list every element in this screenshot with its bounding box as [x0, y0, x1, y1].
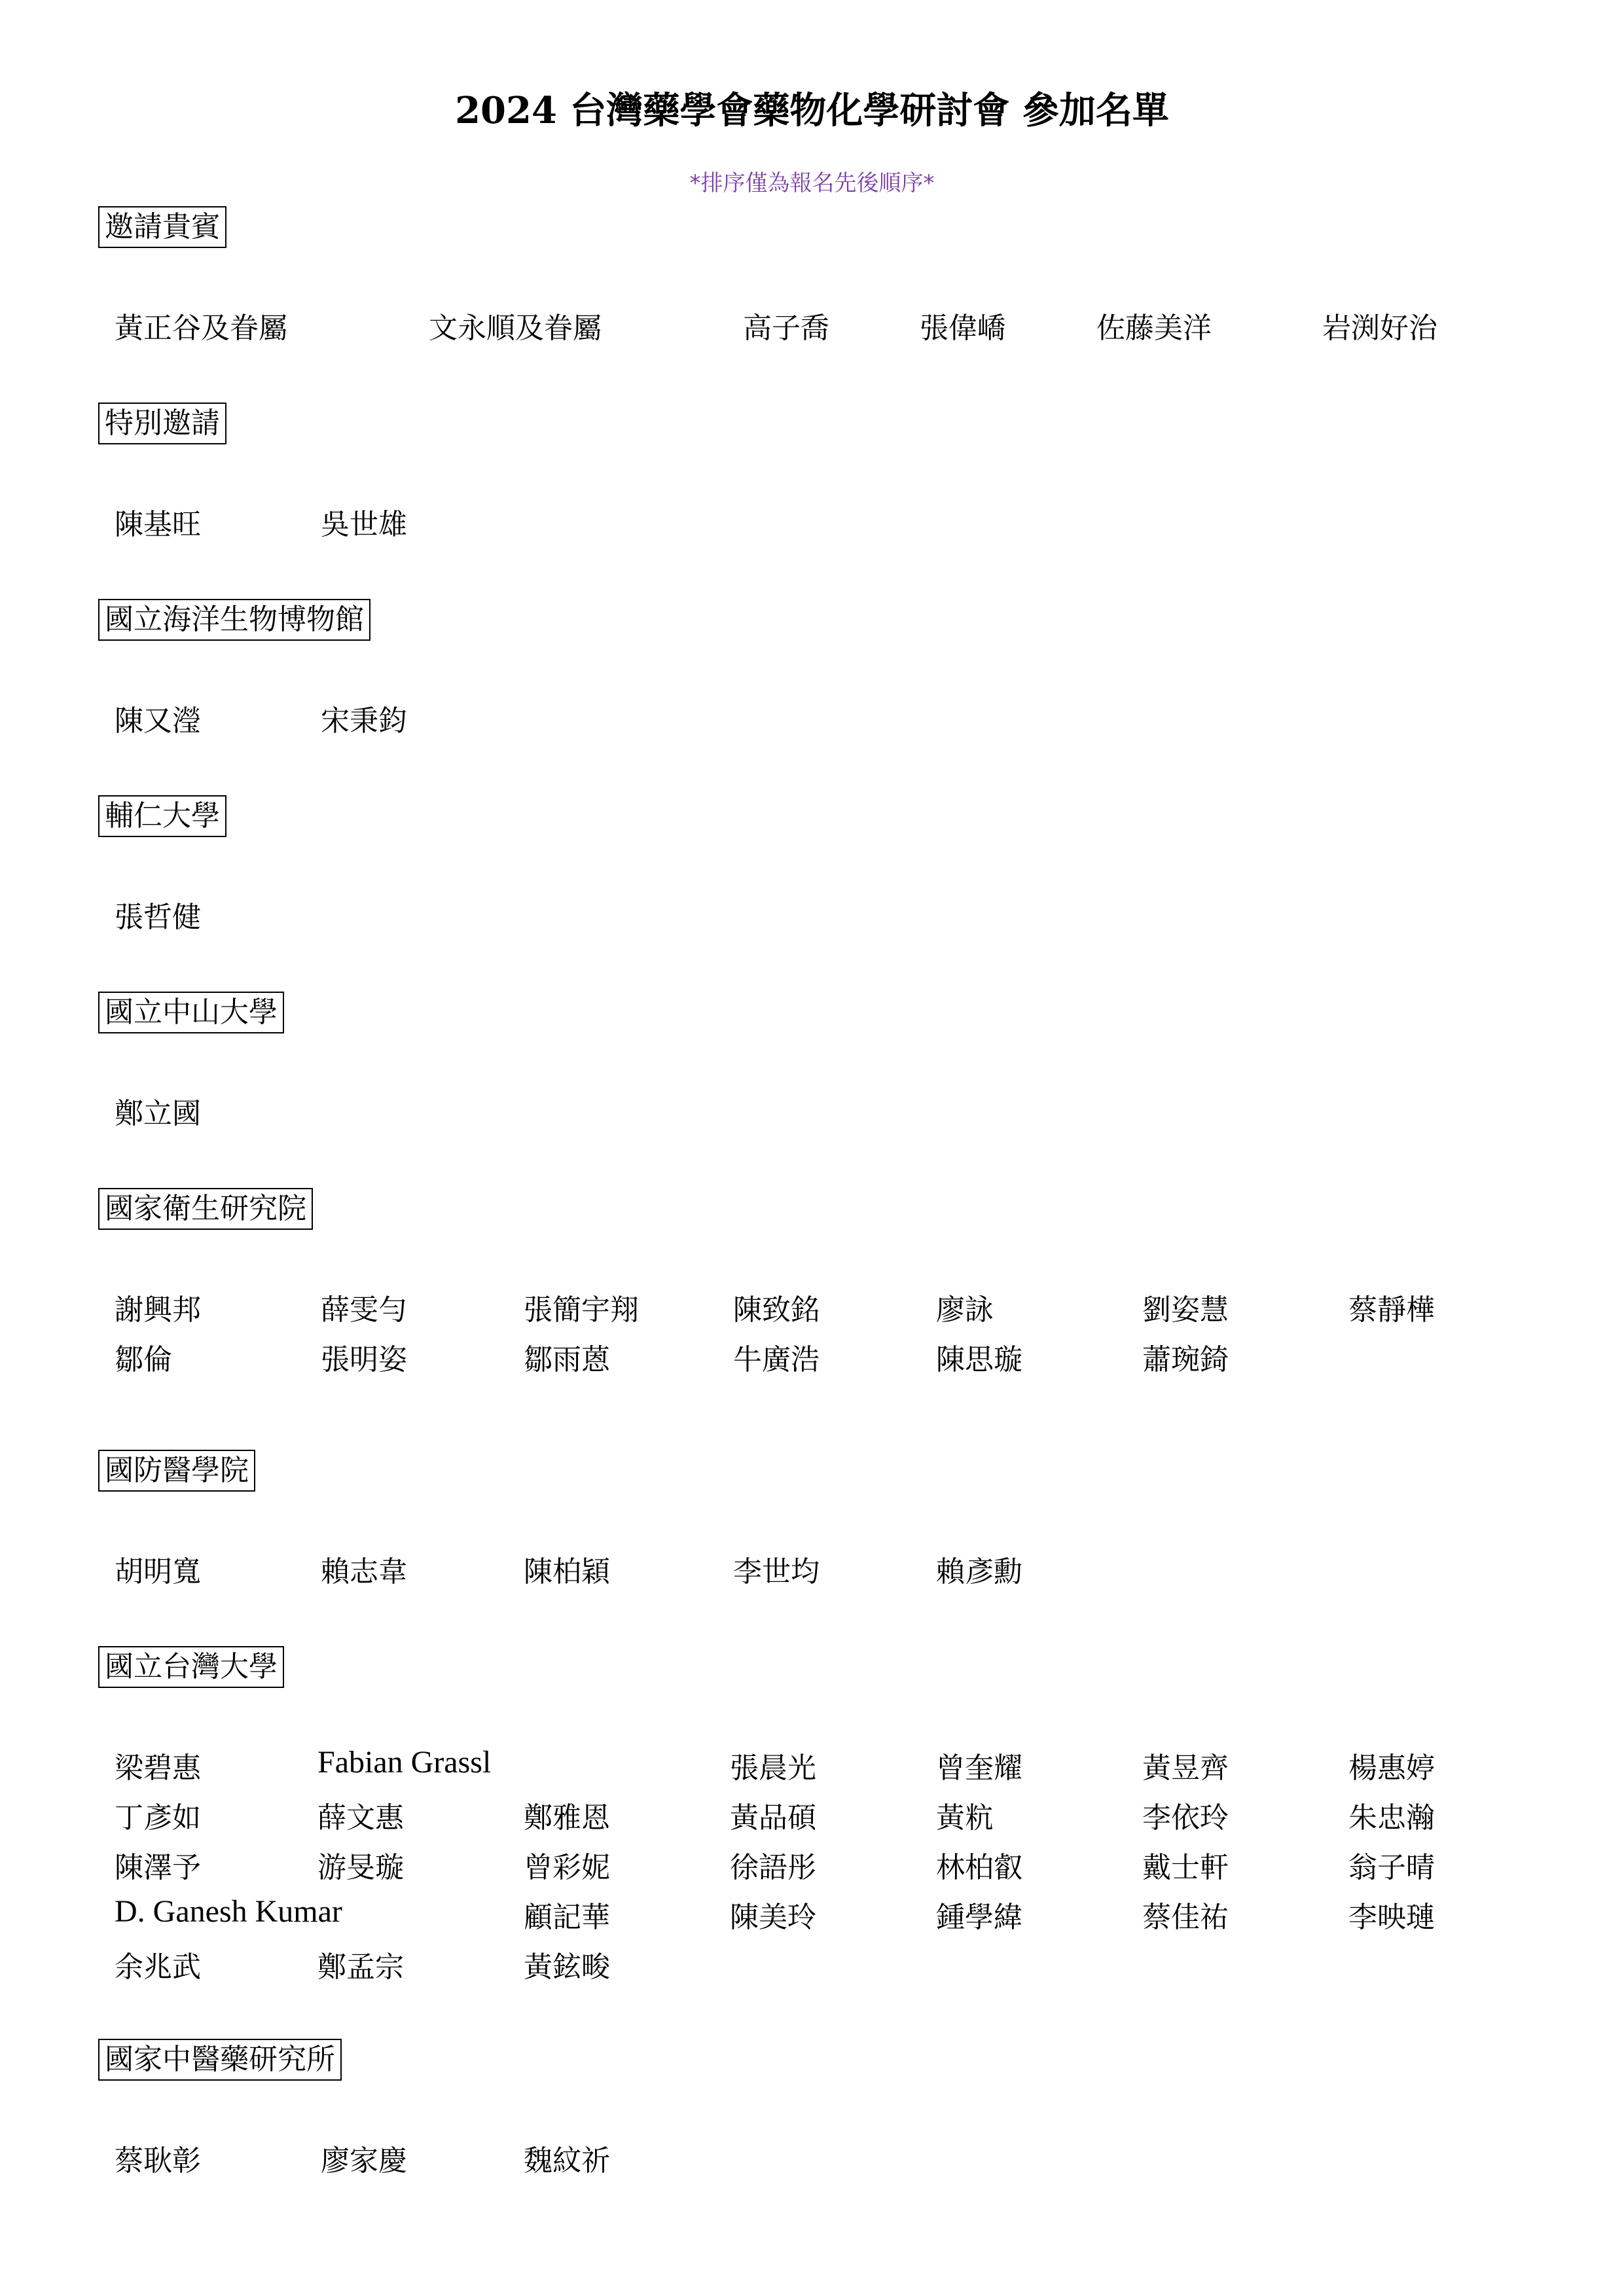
attendee-name: 賴彥勳 — [936, 1555, 1022, 1588]
attendee-name: D. Ganesh Kumar — [115, 1894, 342, 1929]
section-5 — [98, 992, 284, 1033]
section-heading: 國家中醫藥研究所 — [98, 2039, 342, 2081]
attendee-name: 張明姿 — [321, 1343, 407, 1376]
attendee-name: 佐藤美洋 — [1096, 312, 1212, 345]
section-heading: 國立中山大學 — [98, 992, 284, 1033]
attendee-name: 鍾學緯 — [936, 1901, 1022, 1934]
attendee-name: 張偉嶠 — [920, 312, 1006, 345]
section-8 — [98, 1646, 284, 1688]
attendee-name: 廖家慶 — [321, 2144, 407, 2178]
attendee-name: 朱忠瀚 — [1348, 1801, 1435, 1835]
attendee-name: 胡明寬 — [115, 1555, 201, 1588]
attendee-name: 張哲健 — [115, 901, 201, 934]
attendee-name: 翁子晴 — [1348, 1851, 1435, 1884]
attendee-name: 楊惠婷 — [1348, 1751, 1435, 1785]
attendee-name: 黃正谷及眷屬 — [115, 312, 287, 345]
attendee-name: 宋秉鈞 — [321, 704, 407, 738]
section-heading: 輔仁大學 — [98, 795, 226, 837]
attendee-name: 徐語彤 — [730, 1851, 816, 1884]
attendee-name: Fabian Grassl — [317, 1745, 492, 1780]
attendee-name: 余兆武 — [115, 1950, 201, 1984]
attendee-name: 李依玲 — [1142, 1801, 1229, 1835]
attendee-name: 曾奎耀 — [936, 1751, 1022, 1785]
section-1 — [98, 206, 226, 248]
attendee-name: 陳思璇 — [936, 1343, 1022, 1376]
attendee-name: 陳澤予 — [115, 1851, 201, 1884]
attendee-name: 梁碧惠 — [115, 1751, 201, 1785]
attendee-name: 顧記華 — [524, 1901, 610, 1934]
document-title: 2024 台灣藥學會藥物化學研討會 參加名單 — [455, 89, 1169, 132]
attendee-name: 游旻璇 — [317, 1851, 404, 1884]
section-heading: 特別邀請 — [98, 403, 226, 444]
attendee-name: 鄭立國 — [115, 1097, 201, 1130]
attendee-name: 黃品碩 — [730, 1801, 816, 1835]
attendee-name: 黃鉉畯 — [524, 1950, 610, 1984]
attendee-name: 陳又瀅 — [115, 704, 201, 738]
attendee-name: 蔡佳祐 — [1142, 1901, 1229, 1934]
attendee-name: 岩渕好治 — [1322, 312, 1437, 345]
attendee-name: 曾彩妮 — [524, 1851, 610, 1884]
attendee-name: 陳柏穎 — [524, 1555, 610, 1588]
attendee-name: 廖詠 — [936, 1293, 994, 1327]
attendee-name: 戴士軒 — [1142, 1851, 1229, 1884]
attendee-name: 蕭琬錡 — [1142, 1343, 1229, 1376]
attendee-name: 李映璉 — [1348, 1901, 1435, 1934]
attendee-name: 陳致銘 — [733, 1293, 820, 1327]
attendee-name: 薛雯勻 — [321, 1293, 407, 1327]
section-heading: 國立海洋生物博物館 — [98, 599, 370, 641]
attendee-name: 張晨光 — [730, 1751, 816, 1785]
section-3 — [98, 599, 370, 641]
attendee-name: 丁彥如 — [115, 1801, 201, 1835]
attendee-name: 賴志韋 — [321, 1555, 407, 1588]
attendee-name: 鄭孟宗 — [317, 1950, 404, 1984]
attendee-name: 文永順及眷屬 — [429, 312, 602, 345]
section-heading: 國立台灣大學 — [98, 1646, 284, 1688]
attendee-name: 黃昱齊 — [1142, 1751, 1229, 1785]
attendee-name: 蔡靜樺 — [1348, 1293, 1435, 1327]
section-heading: 國家衛生研究院 — [98, 1188, 313, 1230]
section-6 — [98, 1188, 313, 1230]
attendee-name: 李世均 — [733, 1555, 820, 1588]
section-4 — [98, 795, 226, 837]
attendee-name: 吳世雄 — [321, 508, 407, 541]
attendee-name: 鄭雅恩 — [524, 1801, 610, 1835]
attendee-name: 魏紋祈 — [524, 2144, 610, 2178]
attendee-name: 林柏叡 — [936, 1851, 1022, 1884]
attendee-name: 鄒倫 — [115, 1343, 172, 1376]
attendee-name: 劉姿慧 — [1142, 1293, 1229, 1327]
attendee-name: 陳美玲 — [730, 1901, 816, 1934]
sort-order-note: *排序僅為報名先後順序* — [689, 170, 935, 196]
attendee-name: 薛文惠 — [317, 1801, 404, 1835]
section-heading: 邀請貴賓 — [98, 206, 226, 248]
attendee-name: 張簡宇翔 — [524, 1293, 639, 1327]
attendee-name: 蔡耿彰 — [115, 2144, 201, 2178]
attendee-name: 陳基旺 — [115, 508, 201, 541]
attendee-name: 高子喬 — [743, 312, 829, 345]
attendee-name: 鄒雨蒽 — [524, 1343, 610, 1376]
attendee-name: 黃粇 — [936, 1801, 994, 1835]
section-9 — [98, 2039, 342, 2081]
attendee-name: 牛廣浩 — [733, 1343, 820, 1376]
section-7 — [98, 1450, 255, 1492]
section-heading: 國防醫學院 — [98, 1450, 255, 1492]
section-2 — [98, 403, 226, 444]
attendee-name: 謝興邦 — [115, 1293, 201, 1327]
